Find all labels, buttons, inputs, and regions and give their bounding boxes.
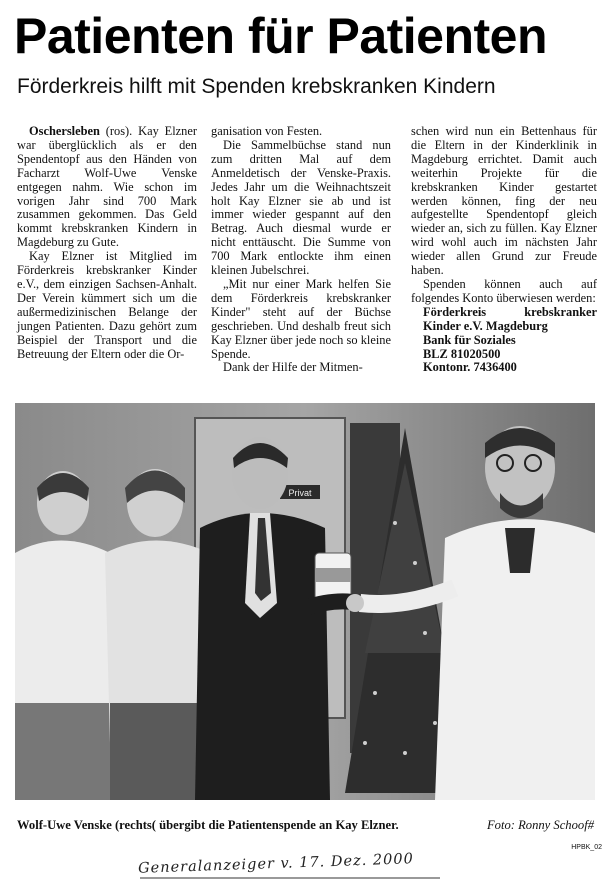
bank-line: BLZ 81020500 [423,346,501,361]
bank-details [411,306,597,376]
article-column-1 [17,125,197,361]
paragraph: Spenden können auch auf folgendes Konto überwiesen werden: [411,276,597,305]
paragraph [17,125,197,250]
handwritten-source-note: Generalanzeiger v. 17. Dez. 2000 [137,851,415,877]
headline: Patienten für Patienten [14,8,548,64]
paragraph-text: (ros). Kay Elzner war überglücklich als er den Spendentopf aus den Händen von Facharzt Wolf-Uwe Venske entgegen nahm. Wie schon im vorigen Jahr sind 700 Mark zusammen gekommen. Das Geld kommt krebskranken Kindern in Magdeburg zu Gute. [17,124,197,250]
article-column-2 [211,125,391,375]
archive-code: HPBK_02 [571,844,602,851]
photo-caption: Wolf-Uwe Venske (rechts( übergibt die Patientenspende an Kay Elzner. [17,818,399,832]
paragraph: Die Sammelbüchse stand nun zum dritten Mal auf dem Anmeldetisch der Venske-Praxis. Jedes Jahr um die Weihnachtszeit holt Kay Elzner sie ab und ist immer wieder gespannt auf den Betrag. Auch diesmal wurde er nicht enttäuscht. Die Summe von 700 Mark entlockte ihm einen kleinen Jubelschrei. [211,137,391,278]
paragraph: schen wird nun ein Bettenhaus für die Eltern in der Kinderklinik in Magdeburg errichtet. Damit auch weiterhin Projekte für die krebskranken Kinder gestartet werden können, fing der neu aufgestellte Spendentopf gleich wieder an, sich zu füllen. Kay Elzner wird wohl auch im nächsten Jahr wieder allen Grund zur Freude haben. [411,124,597,278]
bank-line: krebskranker [524,304,597,319]
paragraph: Dank der Hilfe der Mitmen- [223,360,363,375]
article-column-3 [411,125,597,375]
photo-credit: Foto: Ronny Schoof# [486,818,594,832]
bank-line: Förderkreis [423,304,487,319]
paragraph: Kay Elzner ist Mitglied im Förderkreis krebskranker Kinder e.V., dem einzigen Sachsen-Anhalt. Der Verein kümmert sich um die außermedizinischen Belange der jungen Patienten. Dazu gehört zum Beispiel der Transport und die Betreuung der Eltern oder die Or- [17,249,197,361]
paragraph: „Mit nur einer Mark helfen Sie dem Förderkreis krebskranker Kinder" steht auf der Büchse geschrieben. Und deshalb freut sich Kay Elzner über jede noch so kleine Spende. [211,276,391,361]
door-sign: Privat [288,488,312,498]
bank-line: Kontonr. 7436400 [423,360,517,375]
handwritten-underline [140,877,440,879]
dateline: Oschersleben [29,124,100,138]
bank-line: Kinder e.V. Magdeburg [423,318,548,333]
photo-illustration [15,403,595,800]
bank-line: Bank für Soziales [423,332,516,347]
paragraph: ganisation von Festen. [211,124,323,138]
news-photo [15,403,595,800]
subheadline: Förderkreis hilft mit Spenden krebskranken Kindern [17,75,496,98]
